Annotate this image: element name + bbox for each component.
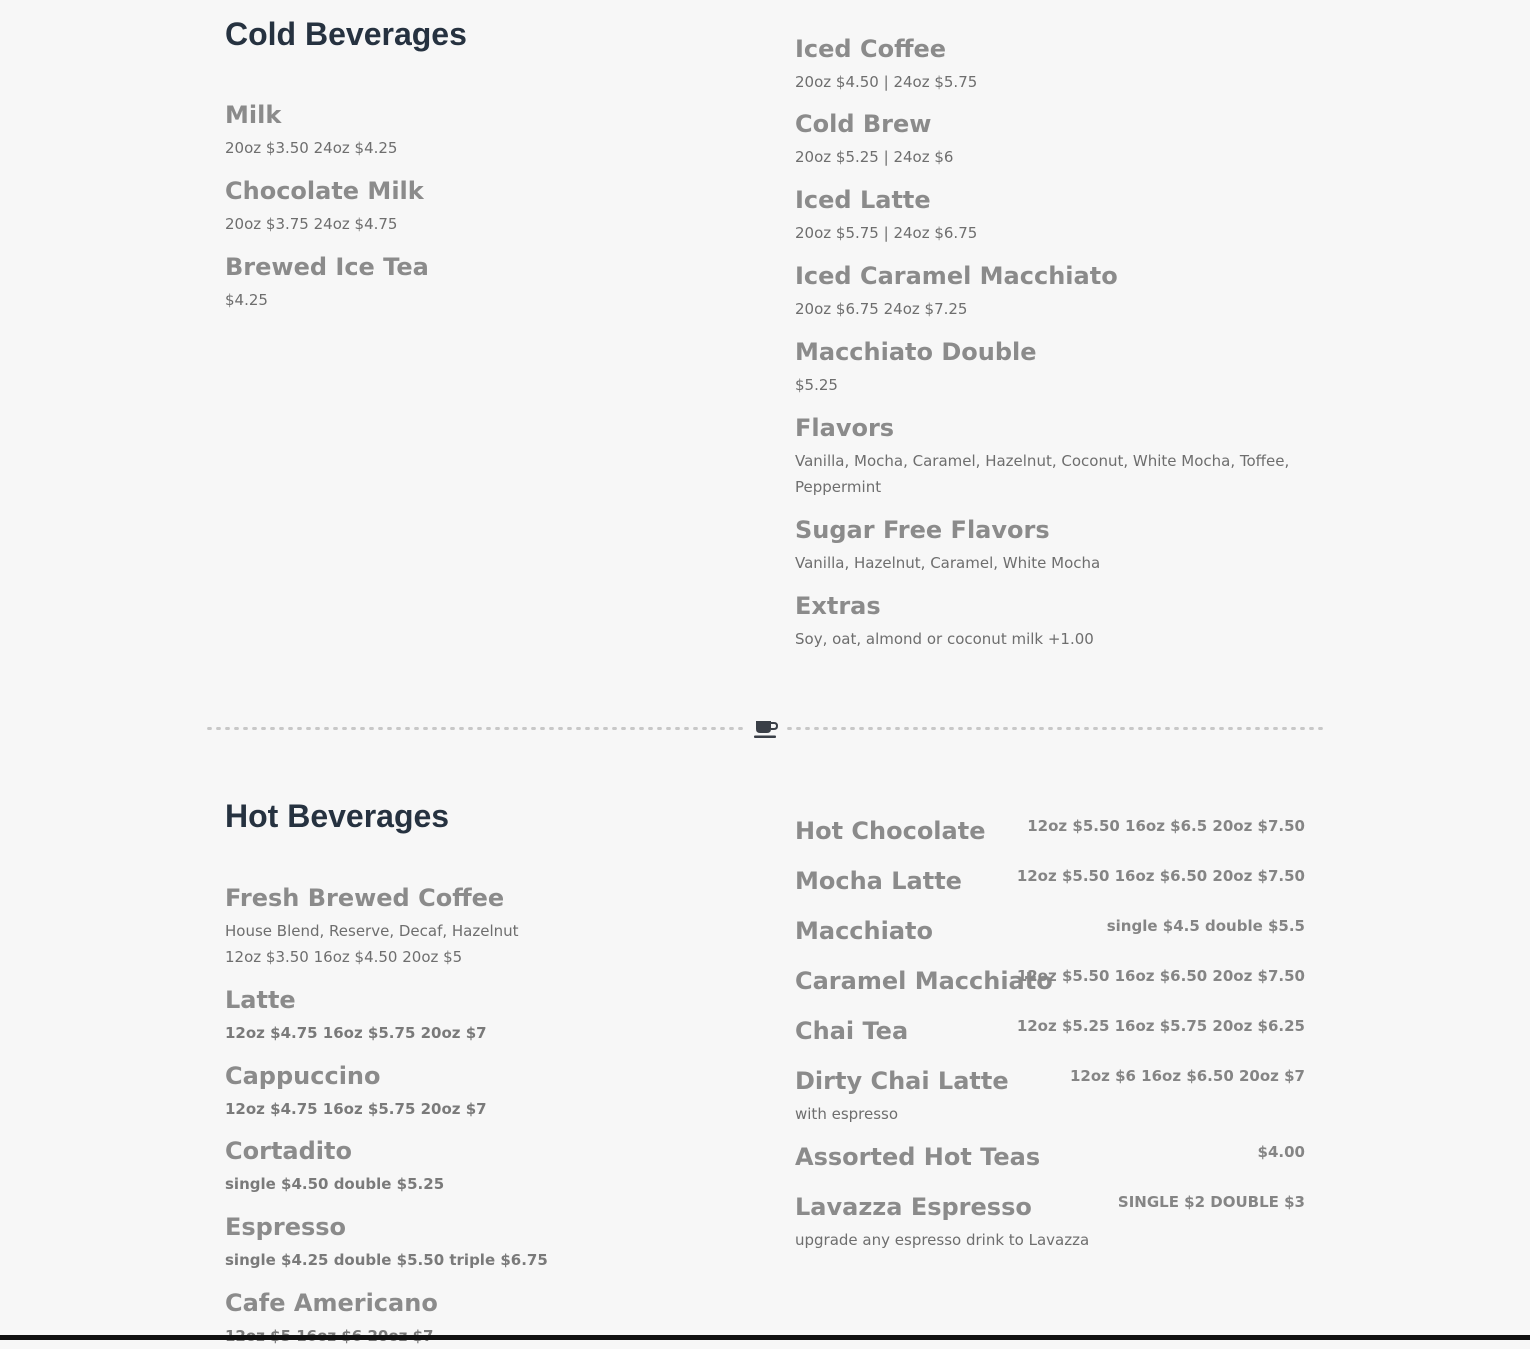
item-name: Chai Tea [795, 1017, 909, 1045]
item-price: 20oz $5.75 | 24oz $6.75 [795, 224, 978, 242]
menu-item-iced-coffee [795, 34, 977, 95]
menu-item-assorted-hot-teas [795, 1142, 1040, 1172]
item-name: Sugar Free Flavors [795, 516, 1050, 544]
menu-item-mocha-latte [795, 866, 962, 896]
menu-item-extras [795, 591, 1094, 652]
item-price: 12oz $4.75 16oz $5.75 20oz $7 [225, 1024, 487, 1042]
item-name: Iced Caramel Macchiato [795, 262, 1118, 290]
divider-line-left [205, 727, 747, 730]
item-name: Cafe Americano [225, 1289, 438, 1317]
item-price: 20oz $3.50 24oz $4.25 [225, 139, 398, 157]
divider-line-right [785, 727, 1325, 730]
item-name: Extras [795, 592, 881, 620]
menu-item-caramel-macchiato [795, 966, 1053, 996]
item-name: Flavors [795, 414, 895, 442]
item-price: single $4.50 double $5.25 [225, 1175, 445, 1193]
item-description: Soy, oat, almond or coconut milk +1.00 [795, 630, 1094, 648]
item-price: 20oz $4.50 | 24oz $5.75 [795, 73, 978, 91]
item-name: Mocha Latte [795, 867, 962, 895]
menu-item-milk [225, 100, 397, 161]
menu-item-iced-latte [795, 185, 977, 246]
item-price: single $4.5 double $5.5 [1106, 917, 1305, 935]
item-price: single $4.25 double $5.50 triple $6.75 [225, 1251, 548, 1269]
menu-item-cappuccino [225, 1061, 487, 1122]
menu-item-chai-tea [795, 1016, 908, 1046]
item-name: Cold Brew [795, 110, 932, 138]
item-price: 12oz $6 16oz $6.50 20oz $7 [1069, 1067, 1305, 1085]
item-description: House Blend, Reserve, Decaf, Hazelnut [225, 922, 519, 940]
item-name: Cappuccino [225, 1062, 381, 1090]
menu-item-macchiato [795, 916, 933, 946]
menu-item-dirty-chai-latte [795, 1066, 1009, 1127]
menu-item-fresh-brewed-coffee [225, 883, 519, 970]
item-name: Lavazza Espresso [795, 1193, 1032, 1221]
item-price: $5.25 [795, 376, 838, 394]
item-price: SINGLE $2 DOUBLE $3 [1117, 1193, 1305, 1211]
item-name: Iced Coffee [795, 35, 947, 63]
item-price: 20oz $6.75 24oz $7.25 [795, 300, 968, 318]
item-price: 20oz $5.25 | 24oz $6 [795, 148, 954, 166]
item-name: Caramel Macchiato [795, 967, 1053, 995]
cold-beverages-title: Cold Beverages [225, 16, 467, 52]
menu-item-lavazza-espresso [795, 1192, 1089, 1253]
item-price: 12oz $4.75 16oz $5.75 20oz $7 [225, 1100, 487, 1118]
item-name: Hot Chocolate [795, 817, 986, 845]
item-name: Dirty Chai Latte [795, 1067, 1009, 1095]
item-name: Macchiato [795, 917, 933, 945]
menu-item-latte [225, 985, 487, 1046]
section-divider [205, 716, 1325, 742]
menu-item-macchiato-double [795, 337, 1037, 398]
item-price: 12oz $5.50 16oz $6.50 20oz $7.50 [1016, 867, 1305, 885]
item-price: 12oz $5.50 16oz $6.50 20oz $7.50 [1016, 967, 1305, 985]
item-price: 12oz $3.50 16oz $4.50 20oz $5 [225, 948, 463, 966]
menu-item-espresso [225, 1212, 548, 1273]
menu-item-brewed-ice-tea [225, 252, 429, 313]
item-description: Vanilla, Mocha, Caramel, Hazelnut, Coconut, White Mocha, Toffee, Peppermint [795, 452, 1290, 496]
menu-item-cortadito [225, 1136, 444, 1197]
menu-item-chocolate-milk [225, 176, 424, 237]
item-price: 12oz $5.50 16oz $6.5 20oz $7.50 [1027, 817, 1305, 835]
item-description: Vanilla, Hazelnut, Caramel, White Mocha [795, 554, 1101, 572]
menu-item-flavors [795, 413, 1305, 500]
menu-item-sugar-free-flavors [795, 515, 1100, 576]
item-name: Milk [225, 101, 282, 129]
item-price: $4.25 [225, 291, 268, 309]
item-name: Latte [225, 986, 296, 1014]
item-description: upgrade any espresso drink to Lavazza [795, 1231, 1090, 1249]
item-price: $4.00 [1257, 1143, 1305, 1161]
item-price: 20oz $3.75 24oz $4.75 [225, 215, 398, 233]
menu-item-hot-chocolate [795, 816, 985, 846]
window-bottom-edge [0, 1335, 1530, 1340]
item-name: Cortadito [225, 1137, 352, 1165]
menu-item-iced-caramel-macchiato [795, 261, 1118, 322]
item-name: Assorted Hot Teas [795, 1143, 1041, 1171]
item-description: with espresso [795, 1105, 899, 1123]
item-name: Chocolate Milk [225, 177, 424, 205]
item-name: Fresh Brewed Coffee [225, 884, 505, 912]
coffee-cup-icon [752, 717, 780, 741]
item-name: Espresso [225, 1213, 347, 1241]
item-name: Brewed Ice Tea [225, 253, 429, 281]
item-name: Iced Latte [795, 186, 931, 214]
hot-beverages-title: Hot Beverages [225, 798, 450, 834]
item-price: 12oz $5.25 16oz $5.75 20oz $6.25 [1016, 1017, 1305, 1035]
item-name: Macchiato Double [795, 338, 1037, 366]
menu-item-cold-brew [795, 109, 953, 170]
